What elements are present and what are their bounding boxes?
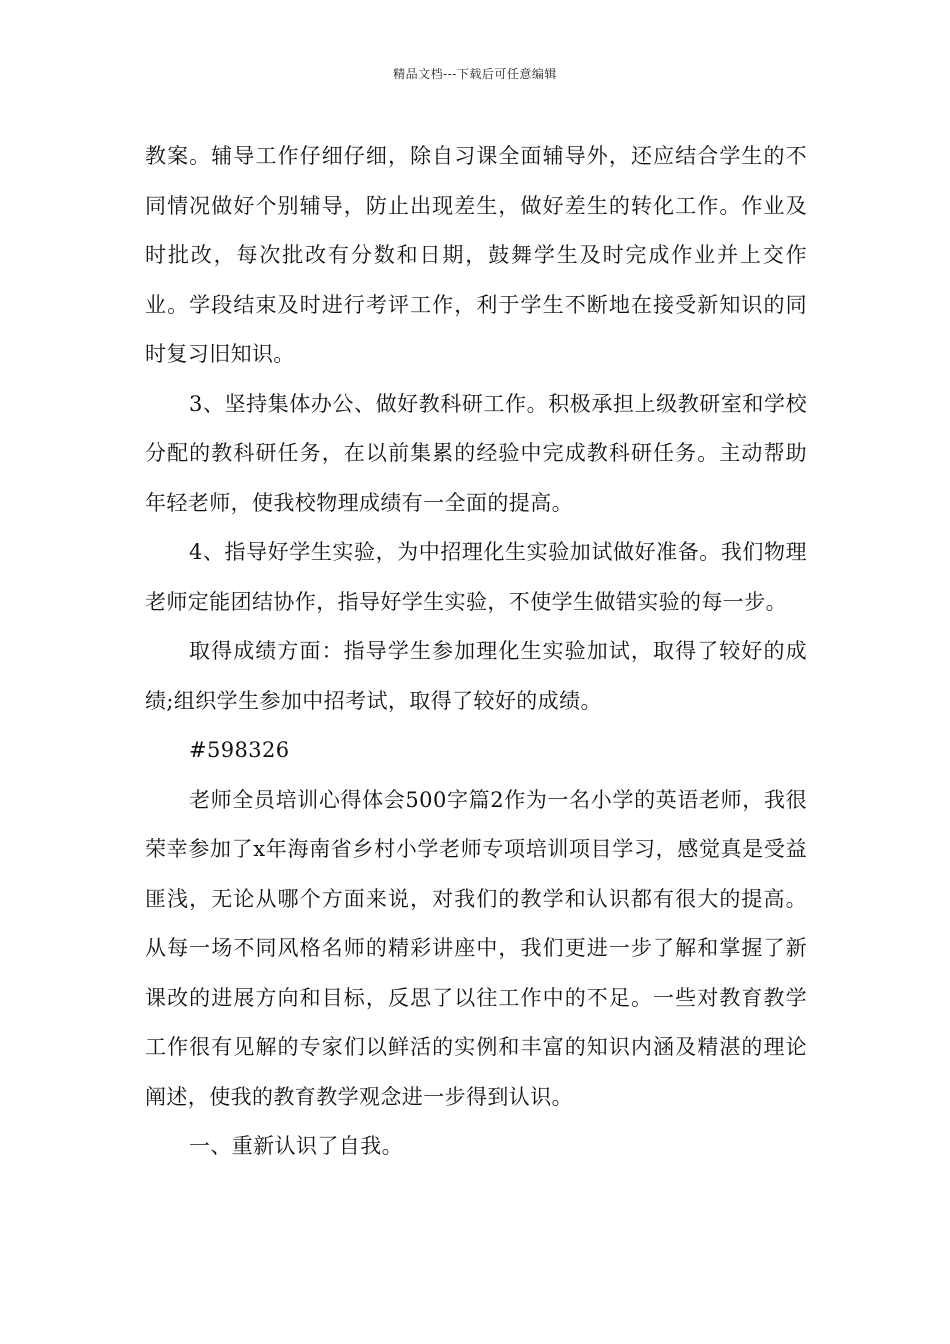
paragraph-item-3: 3、坚持集体办公、做好教科研工作。积极承担上级教研室和学校分配的教科研任务，在以前集累的经验中完成教科研任务。主动帮助年轻老师，使我校物理成绩有一全面的提高。 xyxy=(145,391,807,515)
page-header: 精品文档---下载后可任意编辑 xyxy=(393,67,557,81)
paragraph-item-4: 4、指导好学生实验，为中招理化生实验加试做好准备。我们物理老师定能团结协作，指导好学生实验，不使学生做错实验的每一步。 xyxy=(145,540,807,614)
paragraph-continuation: 教案。辅导工作仔细仔细，除自习课全面辅导外，还应结合学生的不同情况做好个别辅导，防止出现差生，做好差生的转化工作。作业及时批改，每次批改有分数和日期，鼓舞学生及时完成作业并上交作业。学段结束及时进行考评工作，利于学生不断地在接受新知识的同时复习旧知识。 xyxy=(145,144,807,366)
paragraph-article-2-intro: 老师全员培训心得体会500字篇2作为一名小学的英语老师，我很荣幸参加了x年海南省乡村小学老师专项培训项目学习，感觉真是受益匪浅，无论从哪个方面来说，对我们的教学和认识都有很大的提高。从每一场不同风格名师的精彩讲座中，我们更进一步了解和掌握了新课改的进展方向和目标，反思了以往工作中的不足。一些对教育教学工作很有见解的专家们以鲜活的实例和丰富的知识内涵及精湛的理论阐述，使我的教育教学观念进一步得到认识。 xyxy=(145,787,807,1109)
section-heading-1: 一、重新认识了自我。 xyxy=(189,1134,403,1158)
document-body xyxy=(145,132,807,1172)
paragraph-achievements: 取得成绩方面：指导学生参加理化生实验加试，取得了较好的成绩;组织学生参加中招考试，取得了较好的成绩。 xyxy=(145,639,807,713)
document-id-line: #598326 xyxy=(189,738,290,762)
